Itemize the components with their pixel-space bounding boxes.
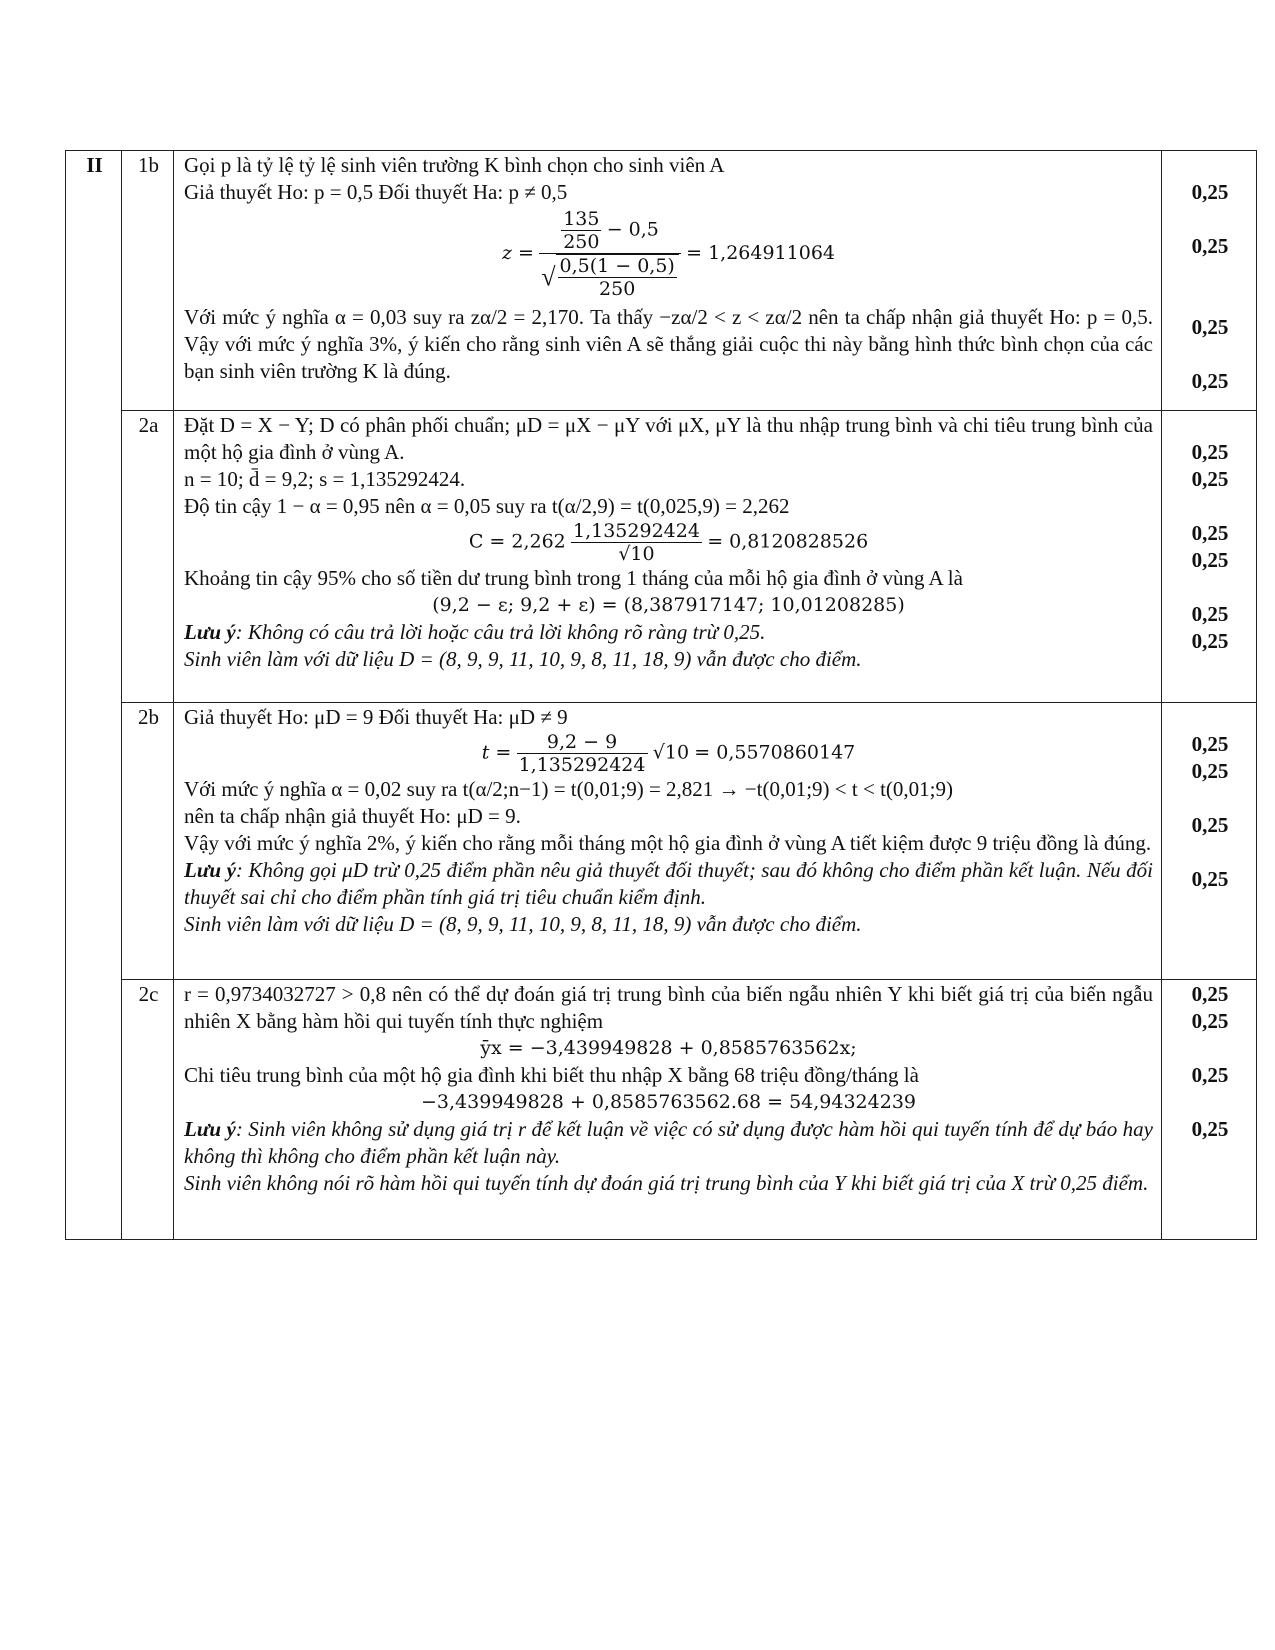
text-paragraph: r = 0,9734032727 > 0,8 nên có thể dự đoán giá trị trung bình của biến ngẫu nhiên Y khi biết giá trị của biến ngẫu nhiên X bằng hàm hồi qui tuyến tính thực nghiệm (184, 982, 1153, 1033)
row-2c (66, 980, 1257, 1240)
note: Sinh viên làm với dữ liệu D = (8, 9, 9, 11, 10, 9, 8, 11, 18, 9) vẫn được cho điểm. (184, 912, 862, 936)
score: 0,25 (1191, 369, 1229, 393)
note: Lưu ý: Không có câu trả lời hoặc câu trả lời không rõ ràng trừ 0,25. (184, 620, 766, 644)
part-label: II (66, 151, 122, 1240)
score: 0,25 (1191, 180, 1229, 204)
formula-z: z = $\frac{135}{250}$ − 0,5 √ $\frac{0,5(1 - 0,5)}{250}$ = 1,264911064 (501, 208, 835, 300)
score: 0,25 (1191, 1063, 1229, 1087)
score-column (1162, 411, 1257, 703)
score-column (1162, 703, 1257, 980)
text-line: Với mức ý nghĩa α = 0,02 suy ra t(α/2;n−1) = t(0,01;9) = 2,821 → −t(0,01;9) < t < t(0,01;9) (184, 777, 953, 801)
score: 0,25 (1191, 467, 1229, 491)
row-2b (66, 703, 1257, 980)
score: 0,25 (1191, 982, 1229, 1006)
text-line: Chi tiêu trung bình của một hộ gia đình khi biết thu nhập X bằng 68 triệu đồng/tháng là (184, 1063, 919, 1087)
score: 0,25 (1191, 602, 1229, 626)
score: 0,25 (1191, 315, 1229, 339)
score: 0,25 (1191, 867, 1229, 891)
text-paragraph: Vậy với mức ý nghĩa 2%, ý kiến cho rằng mỗi tháng một hộ gia đình ở vùng A tiết kiệm được 9 triệu đồng là đúng. (184, 831, 1152, 855)
text-line: n = 10; d̄ = 9,2; s = 1,135292424. (184, 467, 466, 491)
note: Lưu ý: Sinh viên không sử dụng giá trị r để kết luận về việc có sử dụng được hàm hồi qui tuyến tính để dự báo hay không thì không cho điểm phần kết luận này. (184, 1117, 1154, 1168)
question-number: 2b (122, 703, 174, 980)
answer-content (174, 980, 1162, 1240)
prediction-result: −3,439949828 + 0,8585763562.68 = 54,94324239 (421, 1091, 916, 1113)
question-number: 2a (122, 411, 174, 703)
question-number: 1b (122, 151, 174, 411)
fraction: $\frac{135}{250}$ − 0,5 √ $\frac{0,5(1 - 0,5)}{250}$ (539, 208, 681, 300)
score: 0,25 (1191, 1117, 1229, 1141)
text-paragraph: Đặt D = X − Y; D có phân phối chuẩn; μD = μX − μY với μX, μY là thu nhập trung bình và chi tiêu trung bình của một hộ gia đình ở vùng A. (184, 413, 1153, 464)
score: 0,25 (1191, 548, 1229, 572)
score-column (1162, 980, 1257, 1240)
note: Sinh viên không nói rõ hàm hồi qui tuyến tính dự đoán giá trị trung bình của Y khi biết giá trị của X trừ 0,25 điểm. (184, 1171, 1149, 1195)
text-line: Giả thuyết Ho: μD = 9 Đối thuyết Ha: μD ≠ 9 (184, 705, 568, 729)
text-line: Giả thuyết Ho: p = 0,5 Đối thuyết Ha: p ≠ 0,5 (184, 180, 568, 204)
regression-equation: ȳx = −3,439949828 + 0,8585763562x; (480, 1037, 857, 1059)
interval-result: (9,2 − ε; 9,2 + ε) = (8,387917147; 10,01208285) (432, 594, 905, 616)
note: Sinh viên làm với dữ liệu D = (8, 9, 9, 11, 10, 9, 8, 11, 18, 9) vẫn được cho điểm. (184, 647, 862, 671)
text-line: Gọi p là tỷ lệ tỷ lệ sinh viên trường K bình chọn cho sinh viên A (184, 153, 725, 177)
answer-content (174, 411, 1162, 703)
formula-t: t = $\frac{9,2 - 9}{1,135292424}$ √10 = 0,5570860147 (481, 731, 856, 776)
question-number: 2c (122, 980, 174, 1240)
score: 0,25 (1191, 759, 1229, 783)
row-2a (66, 411, 1257, 703)
score: 0,25 (1191, 234, 1229, 258)
score: 0,25 (1191, 1009, 1229, 1033)
fraction: $\frac{1,135292424}{√10}$ (573, 520, 700, 565)
score: 0,25 (1191, 732, 1229, 756)
answer-key-table (65, 150, 1257, 1240)
sqrt-sign: √ (541, 262, 556, 292)
text-line: nên ta chấp nhận giả thuyết Ho: μD = 9. (184, 804, 521, 828)
text-line: Khoảng tin cậy 95% cho số tiền dư trung bình trong 1 tháng của mỗi hộ gia đình ở vùng A là (184, 566, 963, 590)
text-paragraph: Với mức ý nghĩa α = 0,03 suy ra zα/2 = 2,170. Ta thấy −zα/2 < z < zα/2 nên ta chấp nhận giả thuyết Ho: p = 0,5. Vậy với mức ý nghĩa 3%, ý kiến cho rằng sinh viên A sẽ thắng giải cuộc thi này bằng hình thức bình chọn của các bạn sinh viên trường K là đúng. (184, 305, 1153, 383)
fraction: $\frac{9,2 - 9}{1,135292424}$ (518, 731, 646, 776)
row-1b (66, 151, 1257, 411)
answer-content (174, 151, 1162, 411)
answer-content (174, 703, 1162, 980)
score: 0,25 (1191, 629, 1229, 653)
score: 0,25 (1191, 521, 1229, 545)
formula-c: C = 2,262 $\frac{1,135292424}{√10}$ = 0,8120828526 (468, 520, 869, 565)
score-column (1162, 151, 1257, 411)
text-line: Độ tin cậy 1 − α = 0,95 nên α = 0,05 suy ra t(α/2,9) = t(0,025,9) = 2,262 (184, 494, 790, 518)
score: 0,25 (1191, 813, 1229, 837)
note: Lưu ý: Không gọi μD trừ 0,25 điểm phần nêu giả thuyết đối thuyết; sau đó không cho điểm phần kết luận. Nếu đối thuyết sai chỉ cho điểm phần tính giá trị tiêu chuẩn kiểm định. (184, 858, 1153, 909)
score: 0,25 (1191, 440, 1229, 464)
